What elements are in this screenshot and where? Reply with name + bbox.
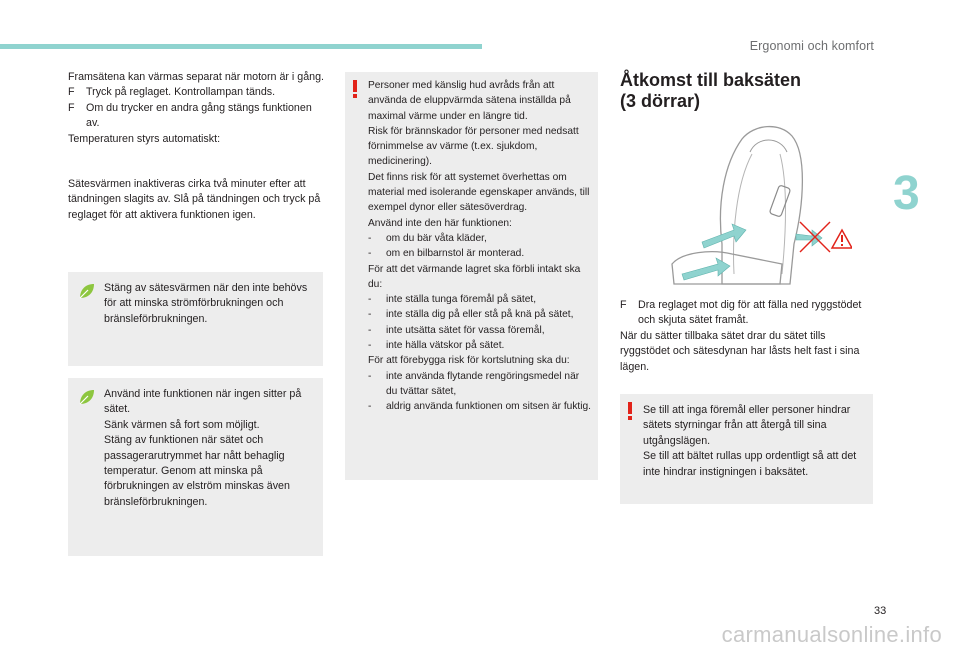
header-accent-bar: [0, 44, 482, 49]
warning-text: Se till att bältet rullas upp ordentligt så att det inte hindrar instigningen i baksätet.: [643, 450, 857, 478]
bullet-text: Tryck på reglaget. Kontrollampan tänds.: [86, 86, 276, 99]
dash-text: inte ställa tunga föremål på sätet,: [386, 294, 537, 306]
warning-box: [345, 72, 598, 480]
dash-marker: -: [368, 294, 372, 306]
bullet-marker: F: [68, 86, 75, 99]
eco-tip-box: [68, 272, 323, 366]
warning-paragraph: Personer med känslig hud avråds från att använda de eluppvärmda sätena inställda på maximal värme under en längre tid.: [368, 80, 571, 122]
warning-paragraph: Risk för brännskador för personer med nedsatt förnimmelse av värme (t.ex. sjukdom, medicinering).: [368, 125, 579, 168]
dash-item: [368, 307, 592, 322]
eco-tip-text: Använd inte funktionen när ingen sitter på sätet.: [104, 388, 302, 416]
page-number: 33: [874, 605, 887, 617]
dash-marker: -: [368, 324, 372, 336]
dash-text: aldrig använda funktionen om sitsen är fuktig.: [386, 401, 592, 413]
rear-access-text: [620, 298, 876, 375]
dash-text: inte använda flytande rengöringsmedel när du tvättar sätet,: [386, 370, 580, 397]
dash-marker: -: [368, 370, 372, 382]
paragraph: Temperaturen styrs automatiskt:: [68, 132, 221, 145]
warning-paragraph: För att förebygga risk för kortslutning ska du:: [368, 355, 570, 367]
bullet-item: [68, 101, 326, 132]
eco-tip-text: Stäng av sätesvärmen när den inte behövs för att minska strömförbrukningen och bränsleförbrukningen.: [104, 282, 308, 325]
dash-marker: -: [368, 401, 372, 413]
dash-item: [368, 399, 592, 414]
bullet-text: Om du trycker en andra gång stängs funktionen av.: [86, 101, 312, 130]
warning-text: Se till att inga föremål eller personer hindrar sätets styrningar från att återgå till sina utgångslägen.: [643, 404, 851, 447]
dash-text: inte utsätta sätet för vassa föremål,: [386, 324, 545, 336]
bullet-item: [620, 298, 876, 329]
section-header-title: Ergonomi och komfort: [749, 39, 874, 53]
dash-marker: -: [368, 309, 372, 321]
dash-item: [368, 323, 592, 338]
eco-tip-box: [68, 378, 323, 556]
exclamation-warning-icon: [351, 80, 359, 98]
warning-paragraph: Det finns risk för att systemet överhettas om material med isolerande egenskaper används, till exempel dynor eller sätesöverdrag.: [368, 171, 590, 214]
section-title: Åtkomst till baksäten: [620, 70, 802, 90]
dash-text: inte ställa dig på eller stå på knä på sätet,: [386, 309, 574, 321]
bullet-item: [68, 85, 326, 100]
section-title: (3 dörrar): [620, 91, 701, 111]
eco-tip-text: Sänk värmen så fort som möjligt.: [104, 418, 260, 431]
paragraph: När du sätter tillbaka sätet drar du sätet tills ryggstödet och sätesdynan har låsts helt fast i sina lägen.: [620, 329, 860, 373]
dash-marker: -: [368, 248, 372, 260]
warning-paragraph: För att det värmande lagret ska förbli intakt ska du:: [368, 263, 581, 290]
rear-access-section: [620, 70, 876, 112]
warning-box: [620, 394, 873, 504]
dash-item: [368, 246, 592, 261]
dash-item: [368, 369, 592, 400]
dash-marker: -: [368, 232, 372, 244]
watermark-text: carmanualsonline.info: [721, 622, 942, 647]
bullet-marker: F: [68, 101, 75, 114]
paragraph: Sätesvärmen inaktiveras cirka två minuter efter att tändningen slagits av. Slå på tändningen och tryck på reglaget för att aktivera funktionen igen.: [68, 178, 321, 221]
dash-marker: -: [368, 340, 372, 352]
dash-item: [368, 338, 592, 353]
bullet-marker: F: [620, 299, 627, 311]
eco-leaf-icon: [78, 388, 96, 406]
exclamation-warning-icon: [626, 402, 634, 420]
dash-item: [368, 231, 592, 246]
dash-text: om du bär våta kläder,: [386, 232, 487, 244]
dash-text: inte hälla vätskor på sätet.: [386, 340, 505, 352]
dash-item: [368, 292, 592, 307]
eco-tip-text: Stäng av funktionen när sätet och passagerarutrymmet har nått behaglig temperatur. Genom att minska på förbrukningen av elström minskas även bränsleförbrukningen.: [104, 434, 290, 508]
eco-leaf-icon: [78, 282, 96, 300]
chapter-number: 3: [893, 167, 920, 220]
paragraph: Framsätena kan värmas separat när motorn är i gång.: [68, 71, 325, 83]
dash-text: om en bilbarnstol är monterad.: [386, 248, 525, 260]
seat-illustration: [662, 124, 852, 290]
bullet-text: Dra reglaget mot dig för att fälla ned ryggstödet och skjuta sätet framåt.: [638, 299, 862, 327]
warning-paragraph: Använd inte den här funktionen:: [368, 217, 512, 229]
seat-heating-text: [68, 70, 326, 223]
